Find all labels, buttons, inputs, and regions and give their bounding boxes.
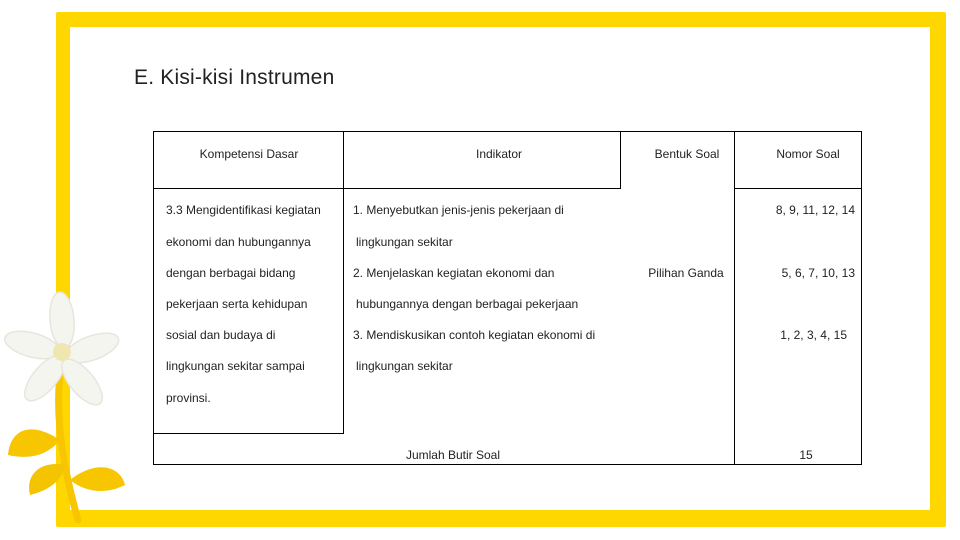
kd-line: ekonomi dan hubungannya (166, 235, 311, 249)
indikator-line: lingkungan sekitar (356, 359, 453, 373)
kd-line: dengan berbagai bidang (166, 266, 296, 280)
header-kompetensi-dasar: Kompetensi Dasar (199, 147, 299, 161)
indikator-line: hubungannya dengan berbagai pekerjaan (356, 297, 579, 311)
nomor-soal-row-1: 8, 9, 11, 12, 14 (775, 203, 855, 217)
nomor-soal-row-2: 5, 6, 7, 10, 13 (781, 266, 855, 280)
header-indikator: Indikator (475, 147, 523, 161)
indikator-line: 1. Menyebutkan jenis-jenis pekerjaan di (353, 203, 564, 217)
header-bentuk-soal: Bentuk Soal (654, 147, 720, 161)
kd-line: pekerjaan serta kehidupan (166, 297, 308, 311)
flower-decoration-icon (0, 290, 150, 530)
kd-line: lingkungan sekitar sampai (166, 359, 305, 373)
kd-line: provinsi. (166, 391, 211, 405)
kd-line: sosial dan budaya di (166, 328, 276, 342)
nomor-soal-row-3: 1, 2, 3, 4, 15 (780, 328, 847, 342)
bentuk-soal-value: Pilihan Ganda (648, 266, 724, 280)
page-title: E. Kisi-kisi Instrumen (134, 66, 335, 89)
kd-line: 3.3 Mengidentifikasi kegiatan (166, 203, 321, 217)
indikator-line: 3. Mendiskusikan contoh kegiatan ekonomi di (353, 328, 596, 342)
indikator-line: lingkungan sekitar (356, 235, 453, 249)
jumlah-butir-soal-total: 15 (799, 448, 813, 462)
indikator-line: 2. Menjelaskan kegiatan ekonomi dan (353, 266, 555, 280)
header-nomor-soal: Nomor Soal (776, 147, 840, 161)
jumlah-butir-soal-label: Jumlah Butir Soal (405, 448, 501, 462)
